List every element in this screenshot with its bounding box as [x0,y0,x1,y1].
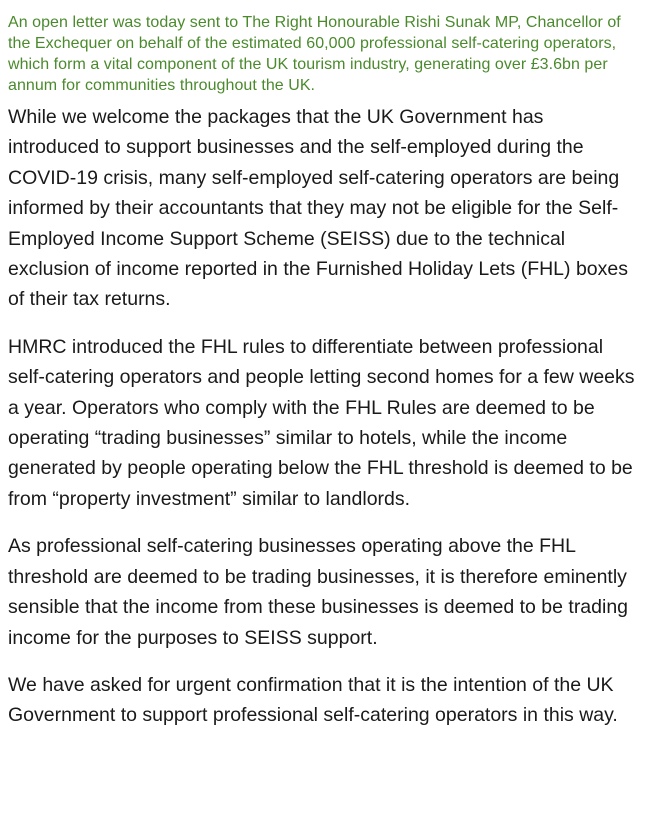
article-paragraph-4: We have asked for urgent confirmation that it is the intention of the UK Government to support professional self-catering operators in this way. [8,673,618,727]
article-paragraph-1: While we welcome the packages that the UK Government has introduced to support businesses and the self-employed during the COVID-19 crisis, many self-employed self-catering operators are being informed by their accountants that they may not be eligible for the Self-Employed Income Support Scheme (SEISS) due to the technical exclusion of income reported in the Furnished Holiday Lets (FHL) boxes of their tax returns. [8,106,628,311]
article [8,12,638,748]
article-paragraph-2: HMRC introduced the FHL rules to differentiate between professional self-catering operators and people letting second homes for a few weeks a year. Operators who comply with the FHL Rules are deemed to be operating “trading businesses” similar to hotels, while the income generated by people operating below the FHL threshold is deemed to be from “property investment” similar to landlords. [8,335,635,510]
article-intro: An open letter was today sent to The Right Honourable Rishi Sunak MP, Chancellor of the Exchequer on behalf of the estimated 60,000 professional self-catering operators, which form a vital component of the UK tourism industry, generating over £3.6bn per annum for communities throughout the UK. [8,14,621,94]
article-paragraph-3: As professional self-catering businesses operating above the FHL threshold are deemed to be trading businesses, it is therefore eminently sensible that the income from these businesses is deemed to be trading income for the purposes to SEISS support. [8,535,629,649]
